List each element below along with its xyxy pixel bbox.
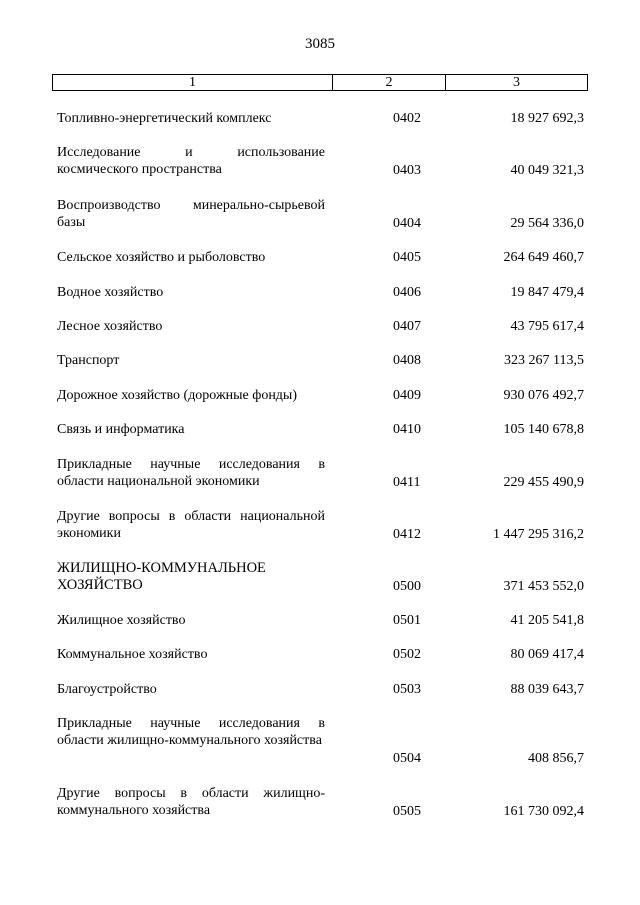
row-code: 0503 — [393, 682, 421, 697]
row-code: 0403 — [393, 163, 421, 178]
row-name: Благоустройство — [57, 682, 157, 697]
row-name: Связь и информатика — [57, 422, 185, 437]
row-code: 0410 — [393, 422, 421, 437]
row-amount: 40 049 321,3 — [510, 163, 584, 178]
row-name: Другие вопросы в области национальной экономики — [57, 509, 325, 541]
row-code: 0406 — [393, 285, 421, 300]
row-code: 0408 — [393, 353, 421, 368]
row-amount: 408 856,7 — [528, 751, 584, 766]
page-number: 3085 — [305, 36, 335, 52]
row-code: 0501 — [393, 613, 421, 628]
row-name: ЖИЛИЩНО-КОММУНАЛЬНОЕ ХОЗЯЙСТВО — [57, 560, 266, 593]
row-amount: 371 453 552,0 — [503, 579, 584, 594]
row-amount: 88 039 643,7 — [510, 682, 584, 697]
row-amount: 930 076 492,7 — [503, 388, 584, 403]
row-code: 0409 — [393, 388, 421, 403]
row-code: 0402 — [393, 111, 421, 126]
row-code: 0502 — [393, 647, 421, 662]
row-code: 0404 — [393, 216, 421, 231]
row-name: Прикладные научные исследования в области национальной экономики — [57, 457, 325, 489]
row-code: 0505 — [393, 804, 421, 819]
row-name: Коммунальное хозяйство — [57, 647, 208, 662]
row-amount: 43 795 617,4 — [510, 319, 584, 334]
header-col-1: 1 — [53, 75, 333, 90]
row-code: 0411 — [393, 475, 421, 490]
header-col-3: 3 — [513, 75, 520, 90]
row-amount: 264 649 460,7 — [503, 250, 584, 265]
row-name: Жилищное хозяйство — [57, 613, 186, 628]
row-amount: 161 730 092,4 — [503, 804, 584, 819]
row-name: Лесное хозяйство — [57, 319, 163, 334]
header-col-2: 2 — [333, 75, 446, 90]
row-name: Исследование и использование космического пространства — [57, 145, 325, 177]
row-amount: 80 069 417,4 — [510, 647, 584, 662]
row-name: Дорожное хозяйство (дорожные фонды) — [57, 388, 298, 403]
row-amount: 1 447 295 316,2 — [493, 527, 584, 542]
row-code: 0405 — [393, 250, 421, 265]
row-name: Прикладные научные исследования в области жилищно-коммунального хозяйства — [57, 716, 325, 748]
row-name: Сельское хозяйство и рыболовство — [57, 250, 266, 265]
row-amount: 41 205 541,8 — [510, 613, 584, 628]
row-amount: 29 564 336,0 — [510, 216, 584, 231]
row-code: 0504 — [393, 751, 421, 766]
row-amount: 229 455 490,9 — [503, 475, 584, 490]
row-name: Топливно-энергетический комплекс — [57, 111, 272, 126]
row-amount: 323 267 113,5 — [504, 353, 584, 368]
row-code: 0500 — [393, 579, 421, 594]
row-name: Транспорт — [57, 353, 120, 368]
row-name: Другие вопросы в области жилищно-коммунального хозяйства — [57, 786, 325, 818]
row-name: Водное хозяйство — [57, 285, 164, 300]
row-name: Воспроизводство минерально-сырьевой базы — [57, 198, 325, 230]
row-amount: 18 927 692,3 — [510, 111, 584, 126]
row-amount: 19 847 479,4 — [510, 285, 584, 300]
row-amount: 105 140 678,8 — [503, 422, 584, 437]
row-code: 0412 — [393, 527, 421, 542]
row-code: 0407 — [393, 319, 421, 334]
